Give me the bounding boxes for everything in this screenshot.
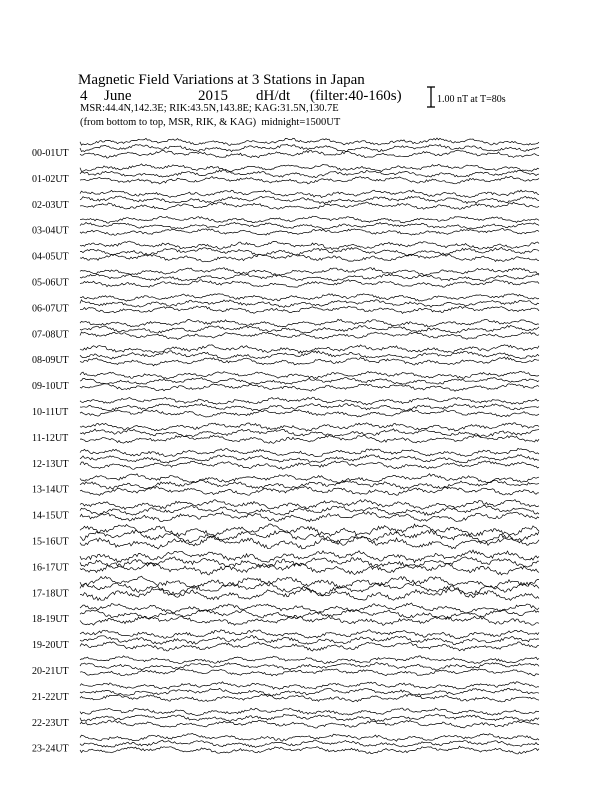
trace-kag: [80, 734, 539, 742]
trace-rik: [80, 222, 539, 229]
trace-kag: [80, 345, 539, 353]
hour-label: 18-19UT: [32, 614, 69, 626]
hour-label: 10-11UT: [32, 407, 69, 418]
hour-label: 08-09UT: [32, 355, 69, 367]
trace-rik: [80, 714, 539, 722]
date-month: June: [104, 88, 132, 104]
trace-msr: [80, 615, 539, 625]
trace-rik: [80, 404, 539, 412]
hour-label: 02-03UT: [32, 199, 69, 211]
hour-label: 05-06UT: [32, 277, 69, 289]
hour-label: 16-17UT: [32, 562, 69, 574]
date-year: 2015: [198, 88, 228, 104]
trace-rik: [80, 582, 539, 595]
hour-label: 06-07UT: [32, 303, 69, 315]
trace-kag: [80, 190, 539, 197]
trace-kag: [80, 550, 539, 563]
trace-rik: [80, 325, 539, 333]
trace-msr: [80, 746, 539, 754]
trace-msr: [80, 588, 539, 600]
trace-msr: [80, 202, 539, 210]
trace-kag: [80, 656, 539, 664]
trace-msr: [80, 536, 539, 549]
trace-msr: [80, 357, 539, 366]
trace-msr: [80, 332, 539, 339]
trace-msr: [80, 254, 539, 262]
trace-kag: [80, 500, 539, 510]
trace-kag: [80, 474, 539, 483]
trace-kag: [80, 448, 539, 456]
trace-kag: [80, 708, 539, 715]
trace-kag: [80, 397, 539, 405]
hour-label: 03-04UT: [32, 225, 69, 237]
trace-kag: [80, 216, 539, 223]
trace-msr: [80, 384, 539, 392]
trace-kag: [80, 294, 539, 302]
filter-label: (filter:40-160s): [310, 88, 402, 104]
trace-msr: [80, 694, 539, 702]
trace-rik: [80, 247, 539, 256]
trace-msr: [80, 150, 539, 158]
trace-kag: [80, 371, 539, 378]
trace-kag: [80, 603, 539, 613]
hour-label: 22-23UT: [32, 717, 69, 729]
trace-kag: [80, 138, 539, 146]
hour-label: 00-01UT: [32, 148, 69, 159]
trace-kag: [80, 319, 539, 327]
trace-msr: [80, 176, 539, 184]
hour-label: 17-18UT: [32, 588, 69, 600]
hour-label: 20-21UT: [32, 666, 69, 677]
hour-label: 21-22UT: [32, 691, 69, 703]
scale-bar-label: 1.00 nT at T=80s: [437, 94, 506, 105]
hour-label: 09-10UT: [32, 381, 69, 393]
hour-label: 15-16UT: [32, 536, 69, 548]
midnight-note: midnight=1500UT: [261, 117, 341, 128]
hour-label: 07-08UT: [32, 329, 69, 341]
hour-label: 12-13UT: [32, 458, 69, 470]
trace-msr: [80, 229, 539, 236]
trace-rik: [80, 663, 539, 671]
hour-label: 01-02UT: [32, 173, 69, 185]
order-note: (from bottom to top, MSR, RIK, & KAG): [80, 117, 257, 128]
trace-kag: [80, 423, 539, 431]
trace-rik: [80, 170, 539, 178]
hour-label: 19-20UT: [32, 640, 69, 652]
trace-kag: [80, 682, 539, 689]
trace-msr: [80, 512, 539, 522]
chart-title: Magnetic Field Variations at 3 Stations in Japan: [78, 72, 365, 88]
hour-label: 13-14UT: [32, 484, 69, 496]
date-day: 4: [80, 88, 88, 104]
hour-label: 14-15UT: [32, 510, 69, 522]
trace-rik: [80, 740, 539, 747]
trace-rik: [80, 351, 539, 359]
trace-rik: [80, 274, 539, 281]
hour-label: 23-24UT: [32, 743, 69, 755]
trace-msr: [80, 669, 539, 676]
quantity-label: dH/dt: [256, 88, 291, 104]
trace-msr: [80, 435, 539, 443]
stations-line: MSR:44.4N,142.3E; RIK:43.5N,143.8E; KAG:31.5N,130.7E: [80, 103, 339, 114]
trace-rik: [80, 609, 539, 619]
trace-kag: [80, 268, 539, 276]
trace-msr: [80, 410, 539, 417]
trace-msr: [80, 720, 539, 728]
scale-bar: [427, 87, 435, 107]
trace-msr: [80, 306, 539, 314]
trace-kag: [80, 524, 539, 536]
hour-label: 11-12UT: [32, 432, 69, 444]
hour-label: 04-05UT: [32, 251, 69, 263]
trace-kag: [80, 164, 539, 172]
trace-msr: [80, 280, 539, 288]
trace-rik: [80, 300, 539, 308]
trace-kag: [80, 576, 539, 588]
trace-rik: [80, 377, 539, 384]
trace-kag: [80, 630, 539, 639]
trace-rik: [80, 688, 539, 696]
trace-rik: [80, 455, 539, 464]
